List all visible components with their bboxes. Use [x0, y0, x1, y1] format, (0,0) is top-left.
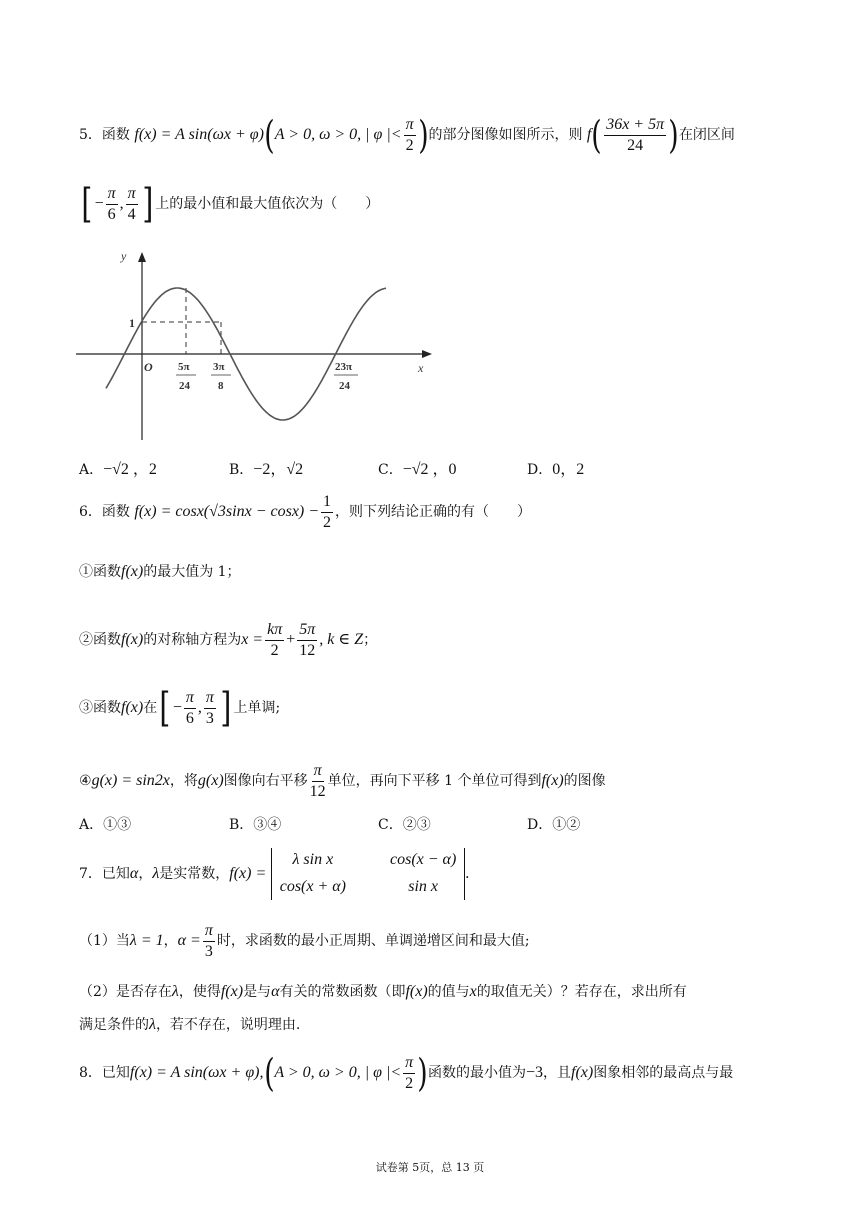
q8-line1: 8．已知f(x) = A sin(ωx + φ),(A > 0, ω > 0, | φ |< $\frac{\pi}{2}$ )函数的最小值为−3，且f(x)图象相邻的最高点与最: [79, 1051, 734, 1096]
q7-determinant: λ sin x cos(x − α) cos(x + α) sin x: [271, 848, 466, 900]
q6-expression: f(x) = cosx(√3sinx − cosx) −: [134, 503, 320, 521]
q6-statement-3: ③函数f(x)在[ − $\frac{\pi}{6}$ , $\frac{\pi}{3}$ ] 上单调;: [79, 685, 281, 731]
q6-option-a[interactable]: A．①③: [79, 817, 132, 833]
tick2-top: 3π: [213, 361, 225, 373]
q6-option-b[interactable]: B．③④: [229, 817, 282, 833]
q5-number: 5．: [79, 127, 102, 144]
tick1-top: 5π: [178, 361, 190, 373]
q5-sine-graph: [76, 248, 436, 443]
q7-part1: （1）当λ = 1，α = $\frac{\pi}{3}$ 时，求函数的最小正周期、单调递增区间和最大值;: [79, 922, 530, 960]
q5-line2: [ − $\frac{\pi}{6}$ , $\frac{\pi}{4}$ ] 上的最小值和最大值依次为（ ）: [81, 181, 380, 227]
q6-statement-1: ①函数f(x)的最大值为 1；: [79, 563, 241, 580]
x-axis-arrow-icon: [422, 350, 432, 358]
q5-option-a[interactable]: A．−√2 ，2: [79, 461, 157, 478]
q5-option-b[interactable]: B．−2，√2: [229, 461, 304, 478]
q5-line1: 5．函数 f(x) = A sin(ωx + φ)(A > 0, ω > 0, | φ |< $\frac{\pi}{2}$ )的部分图像如图所示，则 f( $\frac{36x + 5\pi}{24}$ )在闭区间: [79, 113, 735, 158]
q7-part2-line2: 满足条件的λ，若不存在，说明理由.: [79, 1016, 301, 1033]
tick1-bot: 24: [179, 380, 190, 392]
tick2-bot: 8: [218, 380, 224, 392]
q6-option-d[interactable]: D．①②: [527, 817, 581, 833]
q7-line1: 7．已知α，λ是实常数，f(x) = λ sin x cos(x − α) cos(x + α) sin x .: [79, 848, 790, 900]
q6-line1: 6．函数 f(x) = cosx(√3sinx − cosx) − $\frac{1}{2}$ ，则下列结论正确的有（ ）: [79, 493, 532, 531]
q6-statement-2: ②函数f(x)的对称轴方程为x = $\frac{k\pi}{2}$ + $\frac{5\pi}{12}$ , k ∈ Z；: [79, 621, 378, 659]
q6-option-c[interactable]: C．②③: [378, 817, 431, 833]
q7-number: 7．: [79, 865, 102, 882]
one-label: 1: [129, 316, 135, 330]
q5-argument-fraction: $\frac{36x + 5\pi}{24}$: [606, 116, 665, 154]
tick3-top: 23π: [335, 361, 353, 373]
q7-part2-line1: （2）是否存在λ，使得f(x)是与α有关的常数函数（即f(x)的值与x的取值无关）？若存在，求出所有: [79, 983, 687, 1000]
q6-number: 6．: [79, 504, 102, 521]
page-footer: 试卷第 5页，总 13 页: [375, 1161, 485, 1174]
q5-option-c[interactable]: C．−√2 ，0: [378, 461, 457, 478]
x-axis-label: x: [418, 361, 424, 375]
q6-statement-4: ④g(x) = sin2x，将g(x)图像向右平移 $\frac{\pi}{12}$ 单位，再向下平移 1 个单位可得到f(x)的图像: [79, 762, 606, 800]
tick3-bot: 24: [339, 380, 350, 392]
q5-function: f(x) = A sin(ωx + φ): [134, 126, 264, 144]
q5-option-d[interactable]: D．0，2: [527, 461, 585, 478]
q8-number: 8．: [79, 1065, 102, 1082]
y-axis-label: y: [121, 249, 127, 263]
y-axis-arrow-icon: [138, 252, 146, 262]
origin-label: O: [144, 360, 153, 374]
